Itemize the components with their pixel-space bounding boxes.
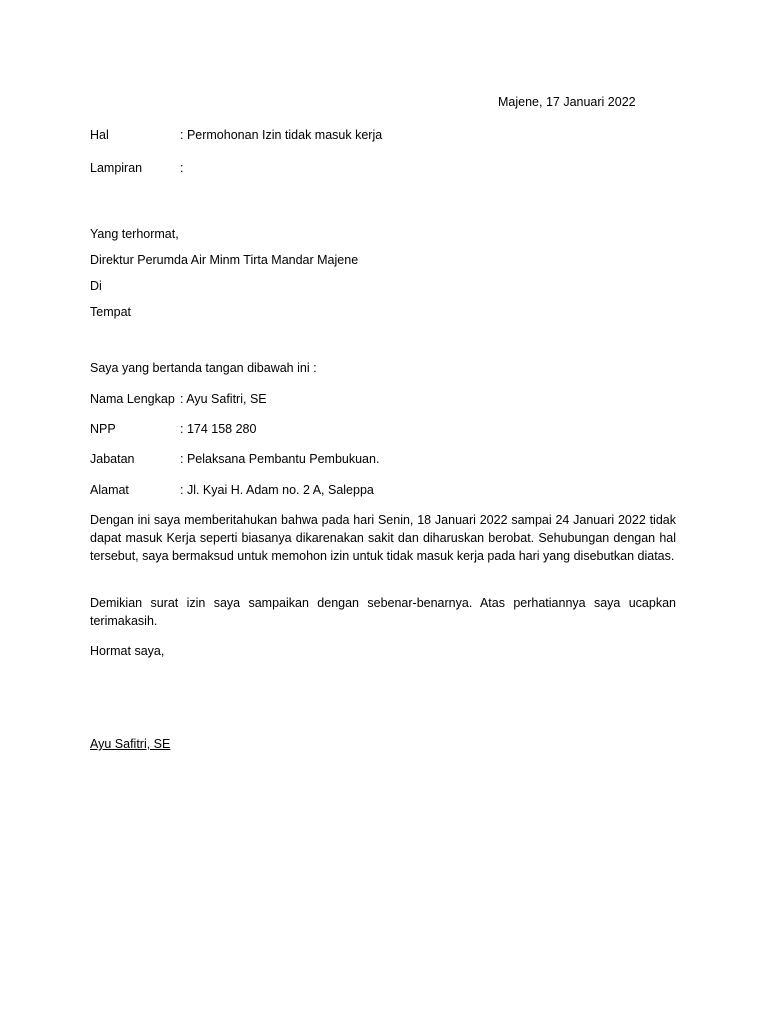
signatory-name: Ayu Safitri, SE <box>90 737 171 751</box>
identity-label-npp: NPP <box>90 422 116 436</box>
hal-label: Hal <box>90 128 109 142</box>
recipient-greeting: Yang terhormat, <box>90 227 179 241</box>
hal-value: : Permohonan Izin tidak masuk kerja <box>180 128 383 142</box>
lampiran-value: : <box>180 161 184 175</box>
recipient-place: Tempat <box>90 305 131 319</box>
closing-salutation: Hormat saya, <box>90 644 165 658</box>
body-paragraph: Dengan ini saya memberitahukan bahwa pada hari Senin, 18 Januari 2022 sampai 24 Januari 2022 tidak dapat masuk Kerja seperti biasanya dikarenakan sakit dan diharuskan berobat. Sehubungan dengan hal tersebut, saya bermaksud untuk memohon izin untuk tidak masuk kerja pada hari yang disebutkan diatas. <box>90 513 676 563</box>
letter-date: Majene, 17 Januari 2022 <box>498 95 636 109</box>
identity-value-position: : Pelaksana Pembantu Pembukuan. <box>180 452 380 466</box>
recipient-name: Direktur Perumda Air Minm Tirta Mandar Majene <box>90 253 359 267</box>
closing-paragraph: Demikian surat izin saya sampaikan dengan sebenar-benarnya. Atas perhatiannya saya ucapkan terimakasih. <box>90 596 676 628</box>
identity-value-name: : Ayu Safitri, SE <box>180 392 267 406</box>
identity-label-address: Alamat <box>90 483 129 497</box>
identity-value-npp: : 174 158 280 <box>180 422 257 436</box>
intro-line: Saya yang bertanda tangan dibawah ini : <box>90 361 317 375</box>
recipient-di: Di <box>90 279 102 293</box>
lampiran-label: Lampiran <box>90 161 143 175</box>
identity-label-position: Jabatan <box>90 452 135 466</box>
identity-label-name: Nama Lengkap <box>90 392 175 406</box>
identity-value-address: : Jl. Kyai H. Adam no. 2 A, Saleppa <box>180 483 374 497</box>
